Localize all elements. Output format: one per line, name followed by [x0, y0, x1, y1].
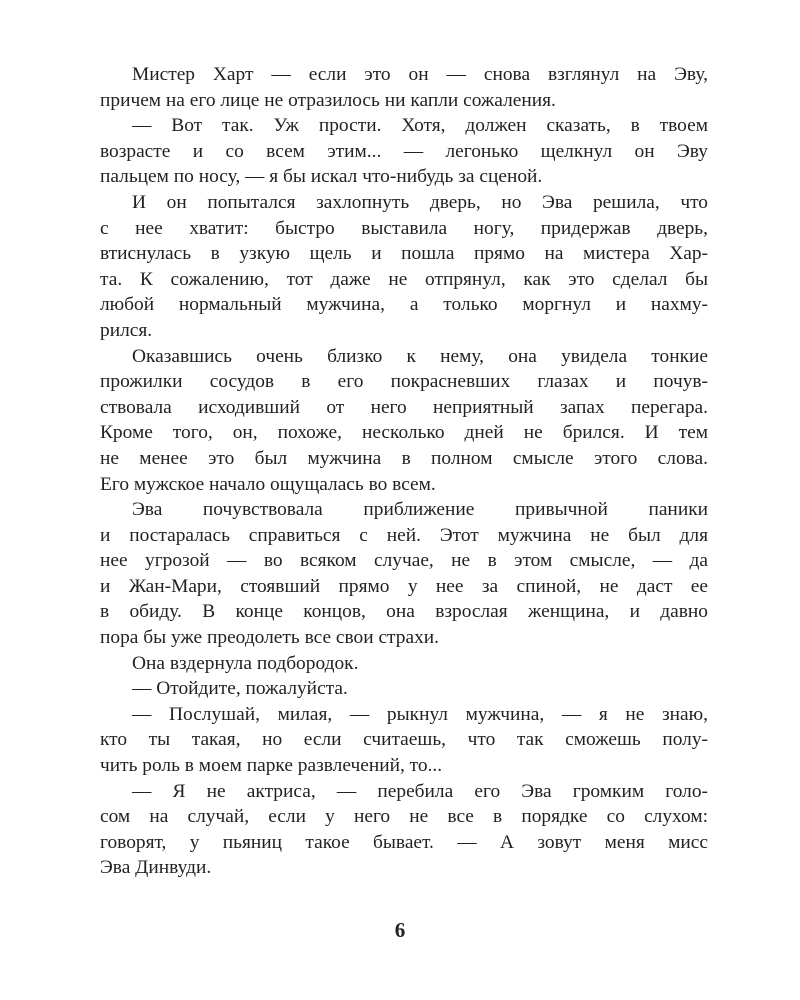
text-line: прожилки сосудов в его покрасневших глазах и почув- — [100, 371, 708, 393]
paragraph — [100, 702, 708, 779]
paragraph — [100, 62, 708, 113]
text-line: кто ты такая, но если считаешь, что так сможешь полу- — [100, 729, 708, 751]
text-line: с нее хватит: быстро выставила ногу, придержав дверь, — [100, 217, 708, 239]
text-line: Оказавшись очень близко к нему, она увидела тонкие — [132, 345, 708, 367]
text-line: пальцем по носу, — я бы искал что-нибудь за сценой. — [100, 166, 543, 188]
text-line: и постаралась справиться с ней. Этот мужчина не был для — [100, 524, 708, 546]
text-line: любой нормальный мужчина, а только моргнул и нахму- — [100, 294, 708, 316]
page-number: 6 — [394, 918, 406, 942]
text-line: возрасте и со всем этим... — легонько щелкнул он Эву — [100, 140, 708, 162]
text-line: Она вздернула подбородок. — [132, 652, 359, 674]
text-line: нее угрозой — во всяком случае, не в этом смысле, — да — [100, 550, 708, 572]
text-line: в обиду. В конце концов, она взрослая женщина, и давно — [100, 601, 708, 623]
paragraph — [100, 113, 708, 190]
text-line: Эва почувствовала приближение привычной паники — [132, 499, 708, 521]
text-line: сом на случай, если у него не все в порядке со слухом: — [100, 806, 708, 828]
paragraph — [100, 497, 708, 651]
text-line: причем на его лице не отразилось ни капли сожаления. — [100, 89, 556, 111]
text-line: — Послушай, милая, — рыкнул мужчина, — я не знаю, — [132, 703, 708, 725]
text-line: пора бы уже преодолеть все свои страхи. — [100, 627, 439, 649]
text-line: — Вот так. Уж прости. Хотя, должен сказать, в твоем — [132, 115, 708, 137]
text-line: чить роль в моем парке развлечений, то... — [100, 755, 443, 777]
paragraph — [100, 779, 708, 881]
paragraph — [100, 651, 708, 677]
book-page-text — [100, 62, 708, 881]
text-line: рился. — [100, 319, 153, 341]
text-line: и Жан-Мари, стоявший прямо у нее за спиной, не даст ее — [100, 575, 708, 597]
paragraph — [100, 676, 708, 702]
text-line: не менее это был мужчина в полном смысле этого слова. — [100, 447, 708, 469]
text-line: Его мужское начало ощущалась во всем. — [100, 473, 436, 495]
paragraph — [100, 344, 708, 498]
text-line: ствовала исходивший от него неприятный запах перегара. — [100, 396, 708, 418]
text-line: И он попытался захлопнуть дверь, но Эва решила, что — [132, 191, 708, 213]
text-line: Эва Динвуди. — [100, 857, 212, 879]
text-line: та. К сожалению, тот даже не отпрянул, как это сделал бы — [100, 268, 708, 290]
text-line: Кроме того, он, похоже, несколько дней не брился. И тем — [100, 422, 708, 444]
text-line: Мистер Харт — если это он — снова взглянул на Эву, — [132, 64, 708, 85]
text-line: — Отойдите, пожалуйста. — [132, 678, 348, 700]
text-line: — Я не актриса, — перебила его Эва громким голо- — [132, 780, 708, 802]
text-line: втиснулась в узкую щель и пошла прямо на мистера Хар- — [100, 243, 708, 265]
paragraph — [100, 190, 708, 344]
text-line: говорят, у пьяниц такое бывает. — А зовут меня мисс — [100, 831, 708, 853]
